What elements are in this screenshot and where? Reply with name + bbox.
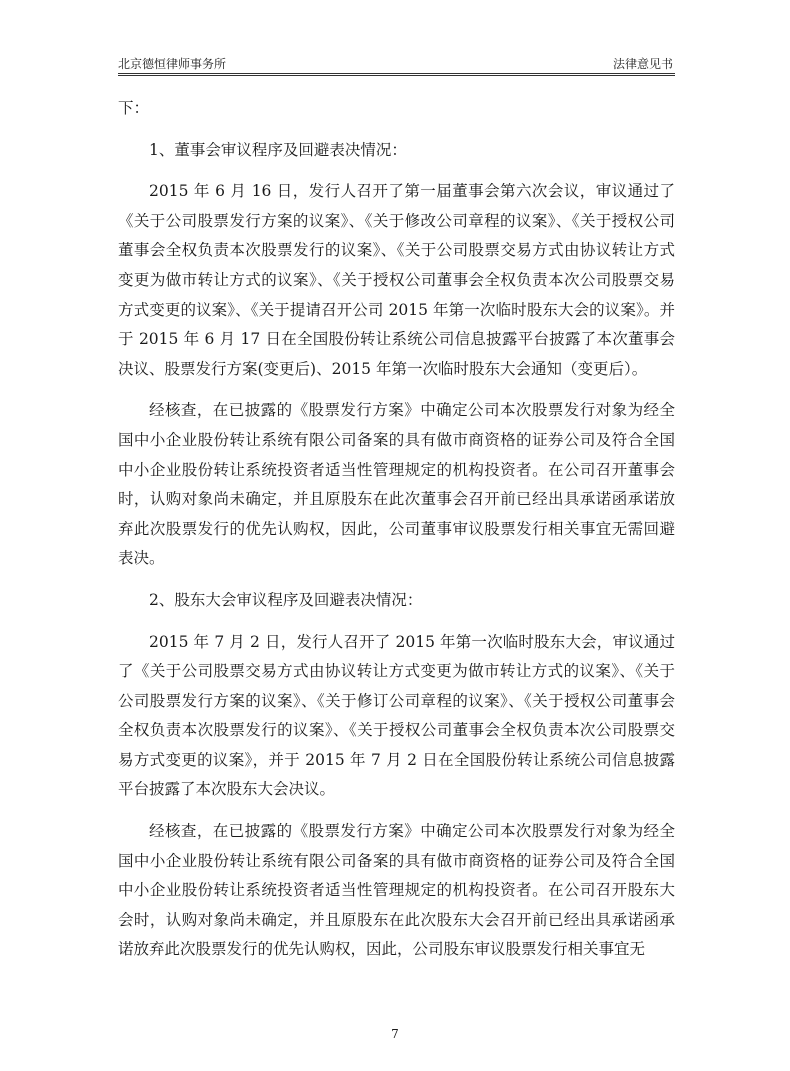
section-heading-shareholders: 2、股东大会审议程序及回避表决情况： <box>149 590 423 609</box>
paragraph-continuation: 下： <box>118 99 150 117</box>
header-rule <box>118 75 675 76</box>
header-doc-type: 法律意见书 <box>612 57 673 71</box>
paragraph-shareholders-review: 经核查，在已披露的《股票发行方案》中确定公司本次股票发行对象为经全国中小企业股份转让系统有限公司备案的具有做市商资格的证券公司及符合全国中小企业股份转让系统投资者适当性管理规定的机构投资者。在公司召开股东大会时，认购对象尚未确定，并且原股东在此次股东大会召开前已经出具承诺函承诺放弃此次股票发行的优先认购权，因此，公司股东审议股票发行相关事宜无 <box>118 822 675 959</box>
paragraph-board-meeting: 2015 年 6 月 16 日，发行人召开了第一届董事会第六次会议，审议通过了《关于公司股票发行方案的议案》、《关于修改公司章程的议案》、《关于授权公司董事会全权负责本次股票发行的议案》、《关于公司股票交易方式由协议转让方式变更为做市转让方式的议案》、《关于授权公司董事会全权负责本次公司股票交易方式变更的议案》、《关于提请召开公司 2015 年第一次临时股东大会的议案》。并于 2015 年 6 月 17 日在全国股份转让系统公司信息披露平台披露了本次董事会决议、股票发行方案(变更后)、2015 年第一次临时股东大会通知（变更后）。 <box>118 182 675 378</box>
paragraph-board-review: 经核查，在已披露的《股票发行方案》中确定公司本次股票发行对象为经全国中小企业股份转让系统有限公司备案的具有做市商资格的证券公司及符合全国中小企业股份转让系统投资者适当性管理规定的机构投资者。在公司召开董事会时，认购对象尚未确定，并且原股东在此次董事会召开前已经出具承诺函承诺放弃此次股票发行的优先认购权，因此，公司董事审议股票发行相关事宜无需回避表决。 <box>118 401 675 568</box>
header-firm-name: 北京德恒律师事务所 <box>118 57 227 71</box>
section-heading-board: 1、董事会审议程序及回避表决情况： <box>149 140 407 159</box>
document-body <box>118 94 675 977</box>
page-number: 7 <box>391 1027 399 1041</box>
paragraph-shareholders-meeting: 2015 年 7 月 2 日，发行人召开了 2015 年第一次临时股东大会，审议通过了《关于公司股票交易方式由协议转让方式变更为做市转让方式的议案》、《关于公司股票发行方案的议案》、《关于修订公司章程的议案》、《关于授权公司董事会全权负责本次股票发行的议案》、《关于授权公司董事会全权负责本次公司股票交易方式变更的议案》，并于 2015 年 7 月 2 日在全国股份转让系统公司信息披露平台披露了本次股东大会决议。 <box>118 632 675 799</box>
page-header <box>118 51 675 74</box>
